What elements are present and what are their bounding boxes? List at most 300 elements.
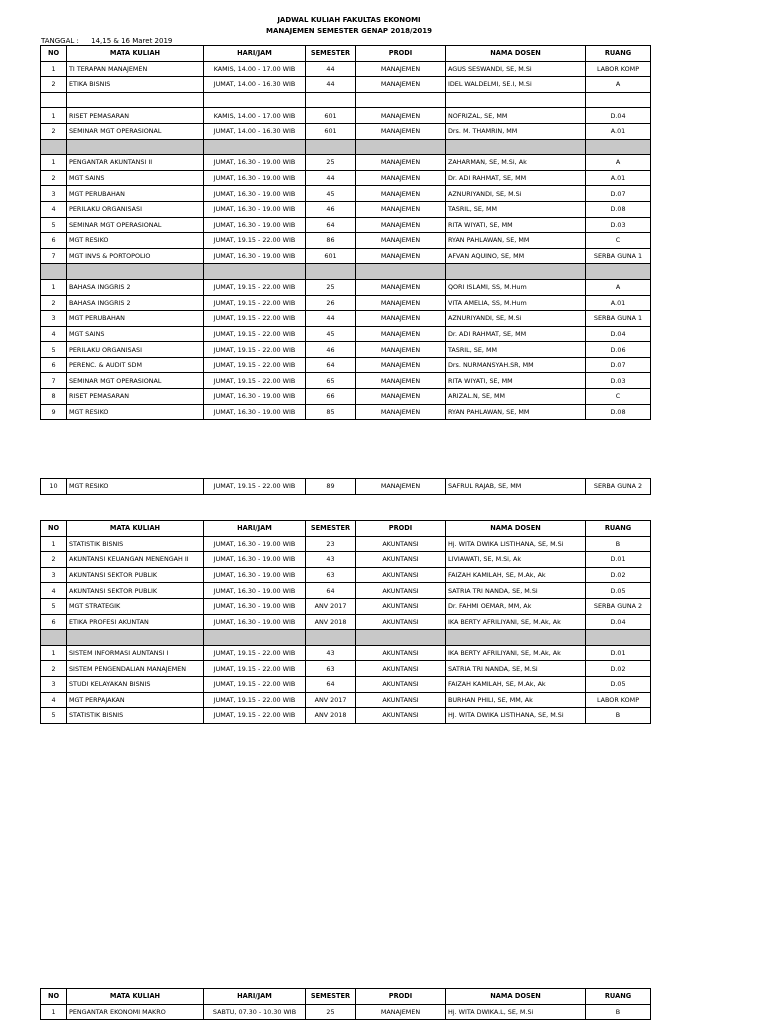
cell-ruang: C [586, 389, 651, 405]
cell-ruang: D.01 [586, 645, 651, 661]
cell-hari-jam: KAMIS, 14.00 - 17.00 WIB [204, 108, 306, 124]
empty-cell [204, 92, 306, 108]
cell-prodi: MANAJEMEN [356, 295, 446, 311]
cell-nama-dosen: FAIZAH KAMILAH, SE, M.Ak, Ak [446, 676, 586, 692]
cell-semester: 43 [306, 645, 356, 661]
cell-no: 6 [41, 233, 67, 249]
cell-hari-jam: JUMAT, 16.30 - 19.00 WIB [204, 567, 306, 583]
cell-semester: 64 [306, 357, 356, 373]
cell-semester: ANV 2018 [306, 708, 356, 724]
cell-nama-dosen: IKA BERTY AFRILIYANI, SE, M.Ak, Ak [446, 645, 586, 661]
cell-semester: 25 [306, 1004, 356, 1020]
column-header: NO [41, 46, 67, 62]
cell-ruang: A [586, 155, 651, 171]
table-row [41, 692, 651, 708]
empty-cell [204, 264, 306, 280]
cell-no: 2 [41, 123, 67, 139]
cell-semester: 46 [306, 342, 356, 358]
empty-cell [446, 264, 586, 280]
cell-mata-kuliah: STUDI KELAYAKAN BISNIS [67, 676, 204, 692]
empty-cell [586, 264, 651, 280]
cell-semester: ANV 2017 [306, 598, 356, 614]
empty-cell [67, 264, 204, 280]
cell-mata-kuliah: TI TERAPAN MANAJEMEN [67, 61, 204, 77]
cell-mata-kuliah: MGT SAINS [67, 326, 204, 342]
table-row [41, 614, 651, 630]
cell-hari-jam: JUMAT, 19.15 - 22.00 WIB [204, 645, 306, 661]
column-header: RUANG [586, 521, 651, 537]
cell-prodi: MANAJEMEN [356, 342, 446, 358]
cell-mata-kuliah: SEMINAR MGT OPERASIONAL [67, 123, 204, 139]
cell-nama-dosen: AZNURIYANDI, SE, M.Si [446, 186, 586, 202]
cell-hari-jam: JUMAT, 19.15 - 22.00 WIB [204, 311, 306, 327]
table-row [41, 342, 651, 358]
cell-hari-jam: JUMAT, 16.30 - 19.00 WIB [204, 170, 306, 186]
cell-prodi: AKUNTANSI [356, 645, 446, 661]
column-header: NO [41, 521, 67, 537]
cell-nama-dosen: TASRIL, SE, MM [446, 342, 586, 358]
cell-nama-dosen: RYAN PAHLAWAN, SE, MM [446, 233, 586, 249]
cell-semester: 601 [306, 108, 356, 124]
cell-hari-jam: JUMAT, 19.15 - 22.00 WIB [204, 279, 306, 295]
cell-prodi: MANAJEMEN [356, 217, 446, 233]
cell-hari-jam: JUMAT, 14.00 - 16.30 WIB [204, 77, 306, 93]
cell-prodi: MANAJEMEN [356, 389, 446, 405]
cell-no: 7 [41, 248, 67, 264]
cell-prodi: AKUNTANSI [356, 552, 446, 568]
cell-ruang: D.04 [586, 108, 651, 124]
cell-nama-dosen: Dr. FAHMI OEMAR, MM, Ak [446, 598, 586, 614]
table-row [41, 233, 651, 249]
cell-hari-jam: JUMAT, 19.15 - 22.00 WIB [204, 373, 306, 389]
empty-cell [306, 139, 356, 155]
empty-cell [586, 139, 651, 155]
schedule-table-akuntansi [40, 520, 651, 724]
cell-nama-dosen: IKA BERTY AFRILIYANI, SE, M.Ak, Ak [446, 614, 586, 630]
empty-cell [204, 630, 306, 646]
cell-prodi: MANAJEMEN [356, 479, 446, 495]
column-header: HARI/JAM [204, 46, 306, 62]
cell-hari-jam: JUMAT, 16.30 - 19.00 WIB [204, 404, 306, 420]
column-header: NAMA DOSEN [446, 46, 586, 62]
document-subtitle: MANAJEMEN SEMESTER GENAP 2018/2019 [266, 27, 432, 35]
cell-hari-jam: JUMAT, 19.15 - 22.00 WIB [204, 676, 306, 692]
cell-prodi: MANAJEMEN [356, 248, 446, 264]
cell-nama-dosen: Drs. NURMANSYAH.SR, MM [446, 357, 586, 373]
cell-no: 1 [41, 1004, 67, 1020]
cell-no: 9 [41, 404, 67, 420]
table-row [41, 404, 651, 420]
cell-semester: 64 [306, 217, 356, 233]
cell-ruang: D.03 [586, 373, 651, 389]
cell-hari-jam: JUMAT, 16.30 - 19.00 WIB [204, 155, 306, 171]
cell-mata-kuliah: AKUNTANSI SEKTOR PUBLIK [67, 583, 204, 599]
cell-nama-dosen: VITA AMELIA, SS, M.Hum [446, 295, 586, 311]
cell-no: 1 [41, 155, 67, 171]
table-row [41, 357, 651, 373]
cell-semester: 66 [306, 389, 356, 405]
cell-semester: 44 [306, 311, 356, 327]
column-header: NO [41, 989, 67, 1005]
column-header: PRODI [356, 989, 446, 1005]
cell-prodi: MANAJEMEN [356, 170, 446, 186]
cell-prodi: MANAJEMEN [356, 279, 446, 295]
empty-cell [67, 92, 204, 108]
cell-semester: 63 [306, 661, 356, 677]
cell-no: 1 [41, 108, 67, 124]
cell-no: 4 [41, 692, 67, 708]
cell-hari-jam: JUMAT, 16.30 - 19.00 WIB [204, 598, 306, 614]
cell-mata-kuliah: MGT PERUBAHAN [67, 311, 204, 327]
table-row [41, 479, 651, 495]
cell-ruang: D.08 [586, 201, 651, 217]
cell-no: 1 [41, 279, 67, 295]
cell-semester: 26 [306, 295, 356, 311]
cell-hari-jam: JUMAT, 19.15 - 22.00 WIB [204, 479, 306, 495]
cell-prodi: AKUNTANSI [356, 692, 446, 708]
cell-prodi: MANAJEMEN [356, 155, 446, 171]
cell-mata-kuliah: ETIKA PROFESI AKUNTAN [67, 614, 204, 630]
cell-prodi: AKUNTANSI [356, 583, 446, 599]
table-row [41, 170, 651, 186]
cell-ruang: D.02 [586, 567, 651, 583]
cell-mata-kuliah: AKUNTANSI KEUANGAN MENENGAH II [67, 552, 204, 568]
cell-ruang: D.04 [586, 326, 651, 342]
cell-ruang: A.01 [586, 295, 651, 311]
cell-prodi: MANAJEMEN [356, 373, 446, 389]
cell-no: 5 [41, 598, 67, 614]
date-line [41, 37, 172, 45]
cell-no: 7 [41, 373, 67, 389]
cell-mata-kuliah: SISTEM INFORMASI AUNTANSI I [67, 645, 204, 661]
column-header: MATA KULIAH [67, 46, 204, 62]
cell-hari-jam: JUMAT, 19.15 - 22.00 WIB [204, 326, 306, 342]
cell-hari-jam: JUMAT, 16.30 - 19.00 WIB [204, 552, 306, 568]
cell-prodi: MANAJEMEN [356, 1004, 446, 1020]
cell-no: 2 [41, 295, 67, 311]
cell-semester: 25 [306, 279, 356, 295]
cell-prodi: MANAJEMEN [356, 311, 446, 327]
cell-nama-dosen: Dr. ADI RAHMAT, SE, MM [446, 170, 586, 186]
cell-prodi: MANAJEMEN [356, 61, 446, 77]
cell-no: 3 [41, 567, 67, 583]
column-header: NAMA DOSEN [446, 989, 586, 1005]
cell-prodi: AKUNTANSI [356, 661, 446, 677]
cell-nama-dosen: RYAN PAHLAWAN, SE, MM [446, 404, 586, 420]
separator-row [41, 630, 651, 646]
cell-no: 6 [41, 357, 67, 373]
cell-no: 1 [41, 536, 67, 552]
cell-ruang: A.01 [586, 170, 651, 186]
cell-mata-kuliah: MGT RESIKO [67, 233, 204, 249]
cell-semester: 46 [306, 201, 356, 217]
cell-mata-kuliah: MGT PERUBAHAN [67, 186, 204, 202]
cell-semester: 44 [306, 170, 356, 186]
column-header: RUANG [586, 46, 651, 62]
cell-ruang: B [586, 536, 651, 552]
table-row [41, 279, 651, 295]
cell-ruang: D.05 [586, 583, 651, 599]
cell-semester: 45 [306, 326, 356, 342]
schedule-table-manajemen-extra [40, 478, 651, 495]
cell-hari-jam: JUMAT, 16.30 - 19.00 WIB [204, 614, 306, 630]
cell-mata-kuliah: RISET PEMASARAN [67, 389, 204, 405]
cell-hari-jam: JUMAT, 16.30 - 19.00 WIB [204, 217, 306, 233]
cell-hari-jam: JUMAT, 19.15 - 22.00 WIB [204, 661, 306, 677]
cell-nama-dosen: Hj. WITA DWIKA LISTIHANA, SE, M.Si [446, 536, 586, 552]
cell-no: 6 [41, 614, 67, 630]
table-row [41, 567, 651, 583]
empty-cell [41, 92, 67, 108]
cell-no: 8 [41, 389, 67, 405]
cell-nama-dosen: QORI ISLAMI, SS, M.Hum [446, 279, 586, 295]
cell-hari-jam: JUMAT, 19.15 - 22.00 WIB [204, 233, 306, 249]
column-header: PRODI [356, 46, 446, 62]
cell-ruang: A [586, 279, 651, 295]
cell-nama-dosen: Dr. ADI RAHMAT, SE, MM [446, 326, 586, 342]
cell-ruang: B [586, 708, 651, 724]
cell-mata-kuliah: BAHASA INGGRIS 2 [67, 279, 204, 295]
cell-ruang: D.08 [586, 404, 651, 420]
column-header: PRODI [356, 521, 446, 537]
cell-mata-kuliah: MGT RESIKO [67, 479, 204, 495]
cell-hari-jam: JUMAT, 19.15 - 22.00 WIB [204, 357, 306, 373]
cell-no: 3 [41, 186, 67, 202]
cell-semester: 64 [306, 676, 356, 692]
cell-ruang: LABOR KOMP [586, 692, 651, 708]
table-row [41, 676, 651, 692]
column-header: SEMESTER [306, 46, 356, 62]
column-header: RUANG [586, 989, 651, 1005]
empty-cell [41, 630, 67, 646]
document-title: JADWAL KULIAH FAKULTAS EKONOMI [277, 16, 421, 24]
cell-no: 5 [41, 708, 67, 724]
cell-nama-dosen: RITA WIYATI, SE, MM [446, 373, 586, 389]
cell-hari-jam: KAMIS, 14.00 - 17.00 WIB [204, 61, 306, 77]
date-label: TANGGAL : [41, 37, 79, 45]
cell-mata-kuliah: STATISTIK BISNIS [67, 708, 204, 724]
cell-semester: 64 [306, 583, 356, 599]
table-row [41, 552, 651, 568]
cell-mata-kuliah: MGT SAINS [67, 170, 204, 186]
cell-nama-dosen: BURHAN PHILI, SE, MM, Ak [446, 692, 586, 708]
cell-no: 4 [41, 583, 67, 599]
cell-hari-jam: JUMAT, 16.30 - 19.00 WIB [204, 248, 306, 264]
table-row [41, 123, 651, 139]
cell-hari-jam: JUMAT, 19.15 - 22.00 WIB [204, 708, 306, 724]
cell-no: 1 [41, 645, 67, 661]
column-header: MATA KULIAH [67, 521, 204, 537]
empty-cell [306, 92, 356, 108]
table-row [41, 217, 651, 233]
cell-hari-jam: JUMAT, 16.30 - 19.00 WIB [204, 536, 306, 552]
cell-semester: 65 [306, 373, 356, 389]
cell-no: 2 [41, 661, 67, 677]
cell-mata-kuliah: SISTEM PENGENDALIAN MANAJEMEN [67, 661, 204, 677]
cell-ruang: B [586, 1004, 651, 1020]
cell-nama-dosen: NOFRIZAL, SE, MM [446, 108, 586, 124]
cell-mata-kuliah: PENGANTAR AKUNTANSI II [67, 155, 204, 171]
cell-semester: 44 [306, 61, 356, 77]
table-row [41, 1004, 651, 1020]
cell-semester: 89 [306, 479, 356, 495]
table-row [41, 373, 651, 389]
cell-no: 5 [41, 342, 67, 358]
table-row [41, 295, 651, 311]
cell-mata-kuliah: SEMINAR MGT OPERASIONAL [67, 373, 204, 389]
empty-cell [67, 139, 204, 155]
cell-semester: 45 [306, 186, 356, 202]
cell-no: 2 [41, 77, 67, 93]
cell-semester: ANV 2017 [306, 692, 356, 708]
empty-cell [356, 92, 446, 108]
cell-prodi: MANAJEMEN [356, 108, 446, 124]
cell-mata-kuliah: MGT INVS & PORTOPOLIO [67, 248, 204, 264]
cell-hari-jam: JUMAT, 19.15 - 22.00 WIB [204, 295, 306, 311]
cell-ruang: D.02 [586, 661, 651, 677]
cell-hari-jam: JUMAT, 19.15 - 22.00 WIB [204, 692, 306, 708]
cell-no: 5 [41, 217, 67, 233]
cell-nama-dosen: AZNURIYANDI, SE, M.Si [446, 311, 586, 327]
cell-prodi: AKUNTANSI [356, 676, 446, 692]
cell-nama-dosen: HJ. WITA DWIKA LISTIHANA, SE, M.Si [446, 708, 586, 724]
table-row [41, 61, 651, 77]
cell-semester: 85 [306, 404, 356, 420]
empty-cell [306, 264, 356, 280]
cell-no: 1 [41, 61, 67, 77]
cell-prodi: AKUNTANSI [356, 598, 446, 614]
empty-cell [356, 139, 446, 155]
cell-semester: 23 [306, 536, 356, 552]
table-row [41, 583, 651, 599]
cell-nama-dosen: AGUS SESWANDI, SE, M.Si [446, 61, 586, 77]
empty-cell [67, 630, 204, 646]
cell-mata-kuliah: STATISTIK BISNIS [67, 536, 204, 552]
cell-mata-kuliah: SEMINAR MGT OPERASIONAL [67, 217, 204, 233]
cell-no: 2 [41, 170, 67, 186]
cell-ruang: SERBA GUNA 1 [586, 311, 651, 327]
separator-row [41, 139, 651, 155]
cell-ruang: D.05 [586, 676, 651, 692]
table-row [41, 536, 651, 552]
cell-mata-kuliah: PENGANTAR EKONOMI MAKRO [67, 1004, 204, 1020]
cell-nama-dosen: SAFRUL RAJAB, SE, MM [446, 479, 586, 495]
cell-nama-dosen: FAIZAH KAMILAH, SE, M.Ak, Ak [446, 567, 586, 583]
cell-mata-kuliah: MGT RESIKO [67, 404, 204, 420]
cell-nama-dosen: ARIZAL.N, SE, MM [446, 389, 586, 405]
cell-semester: 601 [306, 248, 356, 264]
cell-mata-kuliah: RISET PEMASARAN [67, 108, 204, 124]
cell-semester: 601 [306, 123, 356, 139]
column-header: HARI/JAM [204, 989, 306, 1005]
cell-semester: 44 [306, 77, 356, 93]
schedule-table-manajemen [40, 45, 651, 420]
cell-nama-dosen: SATRIA TRI NANDA, SE, M.Si [446, 661, 586, 677]
empty-cell [204, 139, 306, 155]
cell-no: 4 [41, 201, 67, 217]
schedule-table-sabtu [40, 988, 651, 1020]
empty-cell [356, 264, 446, 280]
cell-semester: ANV 2018 [306, 614, 356, 630]
cell-no: 10 [41, 479, 67, 495]
empty-cell [446, 630, 586, 646]
cell-mata-kuliah: MGT STRATEGIK [67, 598, 204, 614]
cell-mata-kuliah: ETIKA BISNIS [67, 77, 204, 93]
column-header: NAMA DOSEN [446, 521, 586, 537]
cell-ruang: SERBA GUNA 2 [586, 598, 651, 614]
column-header: MATA KULIAH [67, 989, 204, 1005]
table-row [41, 645, 651, 661]
table-row [41, 201, 651, 217]
cell-semester: 25 [306, 155, 356, 171]
blank-row [41, 92, 651, 108]
cell-hari-jam: JUMAT, 16.30 - 19.00 WIB [204, 201, 306, 217]
table-row [41, 598, 651, 614]
cell-nama-dosen: Hj. WITA DWIKA.L, SE, M.Si [446, 1004, 586, 1020]
cell-prodi: AKUNTANSI [356, 708, 446, 724]
cell-prodi: MANAJEMEN [356, 77, 446, 93]
table-row [41, 108, 651, 124]
cell-prodi: MANAJEMEN [356, 357, 446, 373]
table-row [41, 248, 651, 264]
cell-no: 3 [41, 311, 67, 327]
column-header: SEMESTER [306, 989, 356, 1005]
cell-ruang: C [586, 233, 651, 249]
cell-ruang: D.04 [586, 614, 651, 630]
table-row [41, 326, 651, 342]
empty-cell [586, 92, 651, 108]
cell-prodi: MANAJEMEN [356, 233, 446, 249]
cell-ruang: D.07 [586, 186, 651, 202]
cell-ruang: D.06 [586, 342, 651, 358]
cell-hari-jam: JUMAT, 14.00 - 16.30 WIB [204, 123, 306, 139]
cell-hari-jam: JUMAT, 16.30 - 19.00 WIB [204, 186, 306, 202]
cell-no: 3 [41, 676, 67, 692]
cell-mata-kuliah: PERILAKU ORGANISASI [67, 201, 204, 217]
cell-mata-kuliah: PERENC. & AUDIT SDM [67, 357, 204, 373]
separator-row [41, 264, 651, 280]
cell-hari-jam: JUMAT, 19.15 - 22.00 WIB [204, 342, 306, 358]
cell-nama-dosen: ZAHARMAN, SE, M.Si, Ak [446, 155, 586, 171]
empty-cell [41, 264, 67, 280]
cell-hari-jam: JUMAT, 16.30 - 19.00 WIB [204, 389, 306, 405]
cell-nama-dosen: SATRIA TRI NANDA, SE, M.Si [446, 583, 586, 599]
empty-cell [356, 630, 446, 646]
table-header-row [41, 521, 651, 537]
cell-semester: 86 [306, 233, 356, 249]
cell-ruang: A [586, 77, 651, 93]
table-row [41, 661, 651, 677]
cell-mata-kuliah: BAHASA INGGRIS 2 [67, 295, 204, 311]
empty-cell [306, 630, 356, 646]
empty-cell [586, 630, 651, 646]
empty-cell [446, 92, 586, 108]
cell-nama-dosen: RITA WIYATI, SE, MM [446, 217, 586, 233]
cell-hari-jam: SABTU, 07.30 - 10.30 WIB [204, 1004, 306, 1020]
cell-nama-dosen: TASRIL, SE, MM [446, 201, 586, 217]
cell-ruang: A.01 [586, 123, 651, 139]
date-value: 14,15 & 16 Maret 2019 [91, 37, 173, 45]
cell-ruang: SERBA GUNA 2 [586, 479, 651, 495]
table-row [41, 311, 651, 327]
column-header: HARI/JAM [204, 521, 306, 537]
cell-prodi: MANAJEMEN [356, 326, 446, 342]
cell-prodi: AKUNTANSI [356, 614, 446, 630]
cell-ruang: LABOR KOMP [586, 61, 651, 77]
table-row [41, 77, 651, 93]
cell-ruang: D.01 [586, 552, 651, 568]
cell-no: 4 [41, 326, 67, 342]
